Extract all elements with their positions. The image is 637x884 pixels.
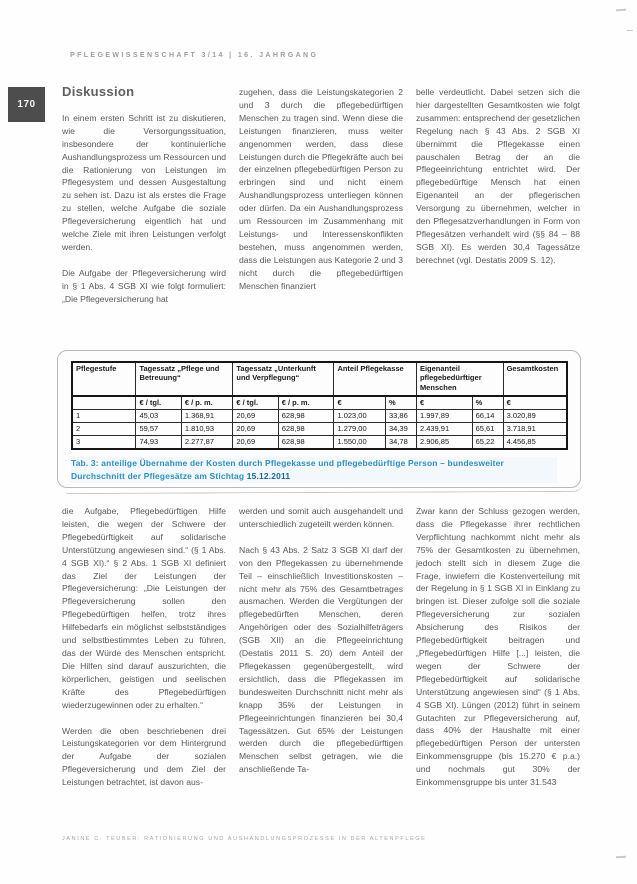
lower-text-columns xyxy=(62,505,581,802)
col-header-tagessatz-pflege: Tagessatz „Pflege und Betreuung“ xyxy=(136,362,233,396)
col-header-tagessatz-unterkunft: Tagessatz „Unterkunft und Verpflegung“ xyxy=(233,362,334,396)
unit-cell: € xyxy=(503,396,567,410)
paragraph: Zwar kann der Schluss gezogen werden, dass die Pflegekasse ihrer rechtlichen Verpflichtung nachkommt nicht mehr als 75% der Gesamtkosten zu übernehmen, jedoch stellt sich in diesem Zuge die Frage, inwiefern die Kostenverteilung mit der Regelung in § 1 SGB XI in Einklang zu bringen ist. Dieser zufolge soll die soziale Pflegeversicherung zur sozialen Absicherung des Risikos der Pflegebedürftigkeit beitragen und „Pflegebedürftigen Hilfe [...] leisten, die wegen der Schwere der Pflegebedürftigkeit auf solidarische Unterstützung angewiesen sind“ (§ 1 Abs. 4 SGB XI). Lüngen (2012) führt in seinem Gutachten zur Pflegeversicherung auf, dass 40% der Haushalte mit einer pflegebedürftigen Person der untersten Einkommensgruppe (bis 15.270 € p.a.) und nochmals gut 30% der Einkommensgruppe bis unter 31.543 xyxy=(416,506,580,788)
cell: 2.906,85 xyxy=(416,436,472,450)
cell: 1.550,00 xyxy=(334,436,386,450)
paragraph: werden und somit auch ausgehandelt und unterschiedlich zugeteilt werden können. xyxy=(239,506,403,529)
col-header-gesamtkosten: Gesamtkosten xyxy=(503,362,567,396)
unit-cell: € / tgl. xyxy=(136,396,181,410)
table-header-row xyxy=(72,362,567,396)
paragraph: zugehen, dass die Leistungskategorien 2 und 3 durch die pflegebedürftigen Menschen zu tragen sind. Wenn diese die Leistungen finanzieren, muss weiter angenommen werden, dass diese Leistungen durch die Pflegekräfte auch bei der einzelnen pflegebedürftigen Person zu erbringen sind und nicht einem Aushandlungsprozess unterliegen können oder dürfen. Da ein Aushandlungsprozess um Ressourcen im Zusammenhang mit Leistungs- und Interessenskonflikten bestehen, muss angenommen werden, dass die Leistungen aus Kategorie 2 und 3 nicht durch die pflegebedürftigen Menschen finanziert xyxy=(239,87,403,291)
unit-cell: % xyxy=(386,396,417,410)
cell: 59,57 xyxy=(136,423,181,436)
column-middle xyxy=(239,86,403,319)
col-header-pflegestufe: Pflegestufe xyxy=(72,362,136,396)
cell: 20,69 xyxy=(233,436,278,450)
unit-cell: € xyxy=(334,396,386,410)
unit-cell: % xyxy=(472,396,503,410)
table-caption-text: Tab. 3: anteilige Übernahme der Kosten durch Pflegekasse und pflegebedürftige Person – bundesweiter Durchschnitt der Pflegesätze am Stichtag xyxy=(71,458,504,481)
unit-cell: € / tgl. xyxy=(233,396,278,410)
column-middle xyxy=(239,505,403,802)
cell: 1.810,93 xyxy=(181,423,233,436)
table-panel xyxy=(57,350,581,488)
column-left xyxy=(62,505,226,802)
section-heading: Diskussion xyxy=(62,84,135,99)
cell: 1 xyxy=(72,410,136,423)
paragraph: Werden die oben beschriebenen drei Leistungskategorien vor dem Hintergrund der Aufgabe der sozialen Pflegeversicherung und dem Ziel der Leistungen betrachtet, ist davon aus- xyxy=(62,725,226,788)
cost-table xyxy=(71,361,568,450)
table-row xyxy=(72,436,567,450)
cell: 20,69 xyxy=(233,410,278,423)
unit-cell: € / p. m. xyxy=(181,396,233,410)
cell: 2.277,87 xyxy=(181,436,233,450)
journal-header: PFLEGEWISSENSCHAFT 3/14 | 16. JAHRGANG xyxy=(70,52,319,59)
column-right xyxy=(416,505,580,802)
cell: 45,03 xyxy=(136,410,181,423)
table-row xyxy=(72,423,567,436)
cell: 628,98 xyxy=(278,410,334,423)
cell: 3 xyxy=(72,436,136,450)
paragraph: Die Aufgabe der Pflegeversicherung wird in § 1 Abs. 4 SGB XI wie folgt formuliert: „Die Pflegeversicherung hat xyxy=(62,267,226,304)
cell: 628,98 xyxy=(278,436,334,450)
paragraph: Nach § 43 Abs. 2 Satz 3 SGB XI darf der von den Pflegekassen zu übernehmende Teil – einschließlich Investitionskosten – nicht mehr als 75% des Gesamtbetrages ausmachen. Werden die Vergütungen der pflegebedürften Menschen, deren Angehörigen oder des Sozialhilfeträgers (SGB XII) an die Pflegeeinrichtung (Destatis 2011 S. 20) dem Anteil der Pflegekassen gegenübergestellt, wird ersichtlich, dass die Pflegekassen im bundesweiten Durchschnitt nicht mehr als knapp 35% der Leistungen in Pflegeeinrichtungen finanzieren bei 30,4 Tagessätzen. Gut 65% der Leistungen werden durch die pflegebedürftigen Menschen selbst getragen, wie die anschließende Ta- xyxy=(239,544,403,775)
cell: 1.023,00 xyxy=(334,410,386,423)
unit-cell xyxy=(72,396,136,410)
cell: 74,93 xyxy=(136,436,181,450)
crop-mark xyxy=(616,9,626,12)
paragraph: die Aufgabe, Pflegebedürftigen Hilfe leisten, die wegen der Schwere der Pflegebedürftigkeit auf solidarische Unterstützung angewiesen sind.“ (§ 1 Abs. 4 SGB XI).“ § 2 Abs. 1 SGB XI definiert das Ziel der Leistungen der Pflegeversicherung: „Die Leistungen der Pflegeversicherung sollen den Pflegebedürftigen helfen, trotz ihres Hilfebedarfs ein möglichst selbstständiges und selbstbestimmtes Leben zu führen, das der Würde des Menschen entspricht. Die Hilfen sind darauf auszurichten, die körperlichen, geistigen und seelischen Kräfte des Pflegebedürftigen wiederzugewinnen oder zu erhalten.“ xyxy=(62,506,226,710)
cell: 20,69 xyxy=(233,423,278,436)
paragraph: In einem ersten Schritt ist zu diskutieren, wie die Versorgungssituation, insbesondere der kontinuierliche Aushandlungsprozess um Ressourcen und die Rationierung von Leistungen im Pflegesystem und dessen Ausgestaltung zu sehen ist. Dazu ist als erstes die Frage zu stellen, welche Aufgabe die soziale Pflegeversicherung eigentlich hat und welche Ziele mit ihren Leistungen verfolgt werden. xyxy=(62,112,226,252)
cell: 1.368,91 xyxy=(181,410,233,423)
table-caption-date: 15.12.2011 xyxy=(246,471,291,481)
cell: 2.439,91 xyxy=(416,423,472,436)
cell: 33,86 xyxy=(386,410,417,423)
cell: 3.020,89 xyxy=(503,410,567,423)
page-number-badge: 170 xyxy=(8,87,45,122)
table-unit-row xyxy=(72,396,567,410)
col-header-anteil-pflegekasse: Anteil Pflegekasse xyxy=(334,362,417,396)
cell: 66,14 xyxy=(472,410,503,423)
cell: 34,78 xyxy=(386,436,417,450)
cell: 3.718,91 xyxy=(503,423,567,436)
crop-mark xyxy=(627,30,633,31)
unit-cell: € xyxy=(416,396,472,410)
cell: 65,22 xyxy=(472,436,503,450)
crop-mark xyxy=(616,856,626,859)
unit-cell: € / p. m. xyxy=(278,396,334,410)
footer-credit: JANINE C. TEUBER: RATIONIERUNG UND AUSHANDLUNGSPROZESSE IN DER ALTENPFLEGE xyxy=(62,836,427,842)
cell: 1.279,00 xyxy=(334,423,386,436)
col-header-eigenanteil: Eigenanteil pflegebedürftiger Menschen xyxy=(416,362,503,396)
table-caption xyxy=(71,457,557,483)
cell: 4.456,85 xyxy=(503,436,567,450)
column-right xyxy=(416,86,580,319)
cell: 2 xyxy=(72,423,136,436)
column-left xyxy=(62,86,226,319)
cell: 628,98 xyxy=(278,423,334,436)
cell: 65,61 xyxy=(472,423,503,436)
cell: 1.997,89 xyxy=(416,410,472,423)
table-row xyxy=(72,410,567,423)
upper-text-columns xyxy=(62,86,581,319)
paragraph: belle verdeutlicht. Dabei setzen sich die hier dargestellten Gesamtkosten wie folgt zusammen: entsprechend der gesetzlichen Regelung nach § 43 Abs. 2 SGB XI übernimmt die Pflegekasse einen pauschalen Betrag der an die Pflegeeinrichtung entrichtet wird. Der pflegebedürftige Mensch hat einen Eigenanteil an der pflegerischen Versorgung zu übernehmen, welcher in den Pflegesatzverhandlungen in Form von Pflegesätzen verhandelt wird (§§ 84 – 88 SGB XI). Es werden 30,4 Tagessätze berechnet (vgl. Destatis 2009 S. 12). xyxy=(416,87,580,265)
cell: 34,39 xyxy=(386,423,417,436)
